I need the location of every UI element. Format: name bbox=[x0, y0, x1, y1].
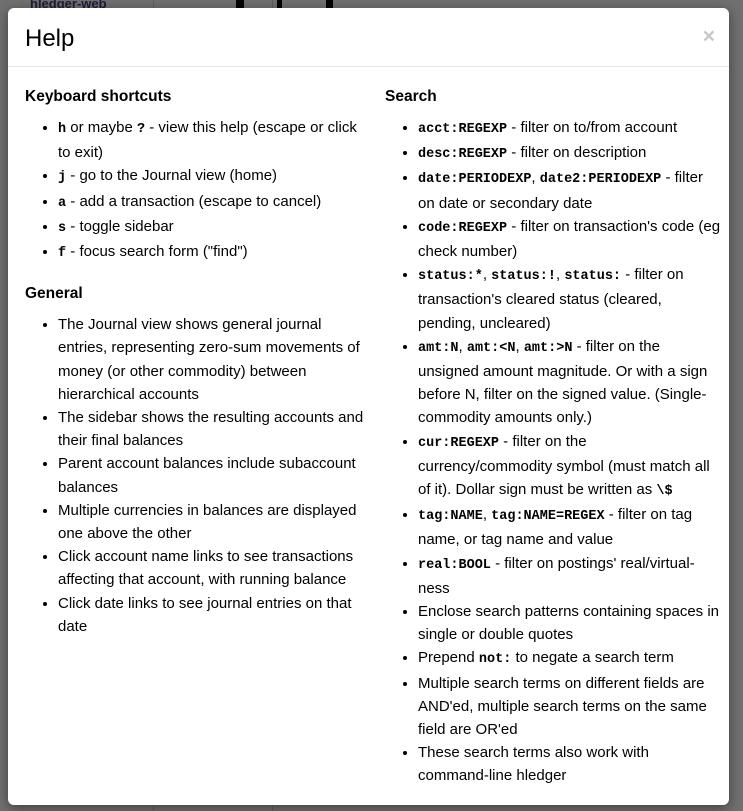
text-run: Multiple currencies in balances are displayed one above the other bbox=[58, 501, 357, 543]
code-token: h bbox=[58, 122, 67, 137]
list-item bbox=[58, 313, 370, 406]
text-run: - filter on postings' real/virtual-ness bbox=[418, 554, 695, 597]
code-token: a bbox=[58, 195, 67, 211]
text-run: - focus search form ("find") bbox=[66, 243, 248, 261]
list-item bbox=[418, 672, 721, 742]
text-run: , bbox=[531, 169, 540, 187]
list-item bbox=[58, 499, 370, 545]
code-token: amt:>N bbox=[523, 340, 573, 356]
code-token: status:! bbox=[491, 269, 556, 285]
text-run: , bbox=[482, 266, 492, 284]
text-run: - filter on the unsigned amount magnitude. Or with a sign before N, filter on the signed value. (Single-commodity amounts only.) bbox=[418, 337, 708, 427]
text-run: - filter on transaction's cleared status (cleared, pending, uncleared) bbox=[418, 266, 684, 332]
list-item bbox=[418, 741, 721, 787]
general-list bbox=[25, 313, 370, 638]
section-heading-keyboard-shortcuts: Keyboard shortcuts bbox=[25, 88, 172, 105]
list-item bbox=[418, 552, 721, 600]
text-run: - filter on the currency/commodity symbol (must match all of it). Dollar sign must be written as bbox=[418, 432, 710, 499]
text-run: Click date links to see journal entries on that date bbox=[58, 594, 352, 635]
list-item bbox=[418, 646, 721, 671]
code-token: not: bbox=[478, 652, 512, 668]
code-token: status:* bbox=[418, 269, 483, 285]
text-run: - filter on tag name, or tag name and value bbox=[418, 506, 693, 549]
close-icon: × bbox=[702, 25, 715, 48]
code-token: ? bbox=[136, 122, 146, 137]
list-item bbox=[58, 240, 370, 265]
list-item bbox=[58, 190, 370, 215]
code-token: tag:NAME=REGEX bbox=[491, 509, 605, 525]
right-column bbox=[385, 68, 721, 798]
modal-body bbox=[8, 67, 729, 798]
text-run: - go to the Journal view (home) bbox=[66, 167, 278, 185]
list-item bbox=[58, 406, 370, 452]
code-token: status: bbox=[564, 269, 622, 285]
text-run: The sidebar shows the resulting accounts and their final balances bbox=[58, 409, 364, 450]
section-heading-search: Search bbox=[385, 88, 437, 105]
list-item bbox=[418, 263, 721, 335]
code-token: tag:NAME bbox=[418, 509, 483, 525]
text-run: - toggle sidebar bbox=[66, 217, 174, 235]
section-heading-general: General bbox=[25, 285, 83, 303]
code-token: cur:REGEXP bbox=[418, 435, 500, 451]
text-run: or maybe bbox=[66, 119, 137, 136]
text-run: Enclose search patterns containing spaces in single or double quotes bbox=[418, 603, 720, 644]
text-run: , bbox=[482, 506, 492, 524]
help-modal bbox=[8, 8, 729, 805]
text-run: - filter on transaction's code (eg check number) bbox=[418, 217, 721, 261]
text-run: - filter on date or secondary date bbox=[418, 169, 703, 212]
text-run: These search terms also work with command-line hledger bbox=[418, 744, 649, 785]
list-item bbox=[58, 592, 370, 638]
list-item bbox=[418, 503, 721, 551]
modal-header bbox=[8, 8, 729, 67]
list-item bbox=[418, 116, 721, 141]
text-run: - filter on to/from account bbox=[507, 119, 678, 136]
left-column bbox=[25, 68, 385, 798]
text-run: , bbox=[515, 337, 524, 355]
text-run: - filter on description bbox=[507, 144, 647, 162]
code-token: j bbox=[58, 170, 67, 186]
list-item bbox=[418, 600, 721, 646]
code-token: f bbox=[58, 246, 67, 262]
search-list bbox=[385, 116, 721, 788]
list-item bbox=[58, 545, 370, 591]
close-button[interactable] bbox=[703, 26, 715, 47]
text-run: - add a transaction (escape to cancel) bbox=[66, 192, 322, 210]
list-item bbox=[58, 215, 370, 240]
list-item bbox=[418, 430, 721, 504]
text-run: Parent account balances include subaccount balances bbox=[58, 455, 356, 496]
list-item bbox=[418, 215, 721, 263]
list-item bbox=[418, 335, 721, 430]
code-token: desc:REGEXP bbox=[418, 147, 508, 163]
text-run: Prepend bbox=[418, 649, 479, 667]
text-run: , bbox=[555, 266, 565, 284]
text-run: Multiple search terms on different fields are AND'ed, multiple search terms on the same field are OR'ed bbox=[418, 674, 707, 739]
modal-title: Help bbox=[25, 25, 75, 52]
text-run: Click account name links to see transactions affecting that account, with running balance bbox=[58, 548, 354, 589]
list-item bbox=[418, 166, 721, 214]
list-item bbox=[58, 452, 370, 498]
list-item bbox=[418, 141, 721, 166]
keyboard-shortcuts-list bbox=[25, 116, 370, 265]
code-token: date:PERIODEXP bbox=[418, 172, 532, 188]
list-item bbox=[58, 164, 370, 189]
code-token: acct:REGEXP bbox=[418, 122, 508, 137]
code-token: amt:<N bbox=[466, 340, 516, 356]
text-run: - view this help (escape or click to exit) bbox=[58, 119, 357, 162]
code-token: \$ bbox=[656, 484, 673, 500]
text-run: , bbox=[458, 337, 467, 355]
code-token: real:BOOL bbox=[418, 557, 491, 573]
text-run: The Journal view shows general journal entries, representing zero-sum movements of money (or other commodity) between hierarchical accounts bbox=[58, 316, 360, 403]
list-item bbox=[58, 116, 370, 164]
code-token: s bbox=[58, 220, 67, 236]
text-run: to negate a search term bbox=[511, 649, 674, 667]
code-token: code:REGEXP bbox=[418, 220, 508, 236]
code-token: date2:PERIODEXP bbox=[539, 172, 662, 188]
code-token: amt:N bbox=[418, 340, 459, 356]
